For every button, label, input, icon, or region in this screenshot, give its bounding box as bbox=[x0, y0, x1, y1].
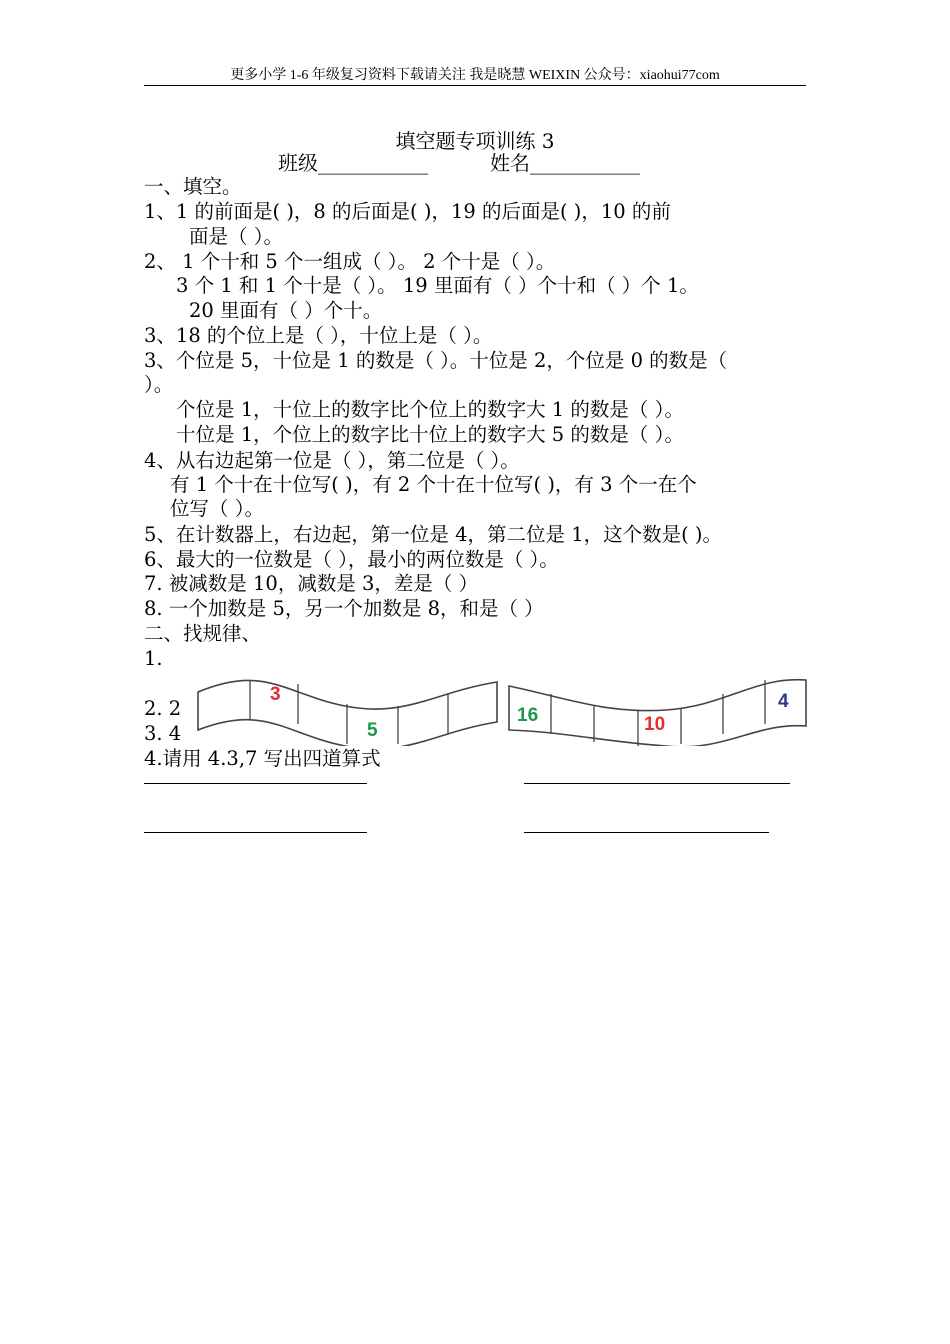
question-line: 4、从右边起第一位是（ ），第二位是（ ）。 bbox=[144, 449, 520, 472]
question-line: 个位是 1，十位上的数字比个位上的数字大 1 的数是（ ）。 bbox=[176, 398, 684, 421]
name-field: 姓名___________ bbox=[490, 151, 640, 175]
page-header: 更多小学 1-6 年级复习资料下载请关注 我是晓慧 WEIXIN 公众号：xiaohui77com bbox=[230, 68, 720, 83]
question-line: 位写（ ）。 bbox=[170, 497, 264, 520]
question-line: 有 1 个十在十位写( )，有 2 个十在十位写( )，有 3 个一在个 bbox=[170, 473, 697, 496]
wave-number: 4 bbox=[778, 691, 789, 712]
question-line: 7. 被减数是 10，减数是 3，差是（ ） bbox=[144, 572, 479, 595]
question-line: 8. 一个加数是 5，另一个加数是 8，和是（ ） bbox=[144, 597, 544, 620]
class-field: 班级___________ bbox=[278, 151, 428, 175]
pattern-item: 3. 4 bbox=[144, 722, 182, 745]
section1-heading: 一、填空。 bbox=[144, 175, 242, 198]
question-line: 1、1 的前面是( )，8 的后面是( )，19 的后面是( )，10 的前 bbox=[144, 200, 671, 223]
header-divider bbox=[144, 85, 806, 86]
pattern-item: 4.请用 4.3,7 写出四道算式 bbox=[144, 747, 381, 770]
question-line: 3 个 1 和 1 个十是（ ）。 19 里面有（ ）个十和（ ）个 1。 bbox=[176, 274, 699, 297]
question-line: 5、在计数器上，右边起，第一位是 4，第二位是 1，这个数是( )。 bbox=[144, 523, 723, 546]
answer-blank-line bbox=[524, 832, 769, 833]
question-line: 3、个位是 5，十位是 1 的数是（ ）。十位是 2，个位是 0 的数是（ bbox=[144, 349, 728, 372]
question-line: 2、 1 个十和 5 个一组成（ ）。 2 个十是（ ）。 bbox=[144, 250, 556, 273]
question-line: 面是（ ）。 bbox=[189, 225, 283, 248]
answer-blank-line bbox=[144, 832, 367, 833]
wave-number: 10 bbox=[644, 714, 666, 735]
wave-number: 5 bbox=[367, 720, 378, 741]
answer-blank-line bbox=[144, 783, 367, 784]
number-wave-strip-2 bbox=[506, 674, 810, 746]
section2-heading: 二、找规律、 bbox=[144, 622, 262, 645]
pattern-item: 2. 2 bbox=[144, 697, 182, 720]
question-line: ）。 bbox=[144, 373, 174, 396]
question-line: 20 里面有（ ）个十。 bbox=[189, 299, 383, 322]
pattern-item: 1. bbox=[144, 647, 163, 670]
wave-number: 3 bbox=[270, 684, 281, 705]
question-line: 6、最大的一位数是（ ），最小的两位数是（ ）。 bbox=[144, 548, 559, 571]
question-line: 3、18 的个位上是（ ），十位上是（ ）。 bbox=[144, 324, 493, 347]
worksheet-title: 填空题专项训练 3 bbox=[395, 129, 555, 153]
question-line: 十位是 1，个位上的数字比十位上的数字大 5 的数是（ ）。 bbox=[176, 423, 684, 446]
wave-number: 16 bbox=[517, 705, 539, 726]
answer-blank-line bbox=[524, 783, 790, 784]
number-wave-strip-1 bbox=[195, 674, 500, 746]
